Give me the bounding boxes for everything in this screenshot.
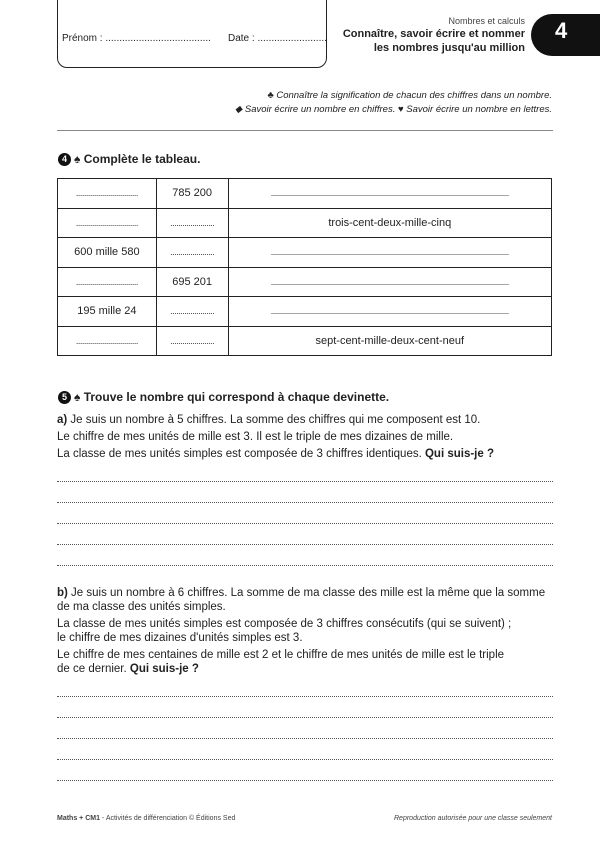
exercise-4-badge: 4: [58, 153, 71, 166]
exercise-4-title-text: Complète le tableau.: [83, 152, 201, 166]
answer-line[interactable]: [57, 565, 553, 566]
answer-line[interactable]: [57, 717, 553, 718]
table-cell[interactable]: ......................: [156, 208, 228, 238]
table-cell: 195 mille 24: [58, 297, 157, 327]
question-label: Qui suis-je ?: [424, 448, 494, 460]
table-cell: 600 mille 580: [58, 238, 157, 268]
table-row: [58, 326, 552, 356]
page-title-line1: Connaître, savoir écrire et nommer: [342, 28, 525, 40]
answer-line[interactable]: [57, 696, 553, 697]
riddle-b-line-5: Le chiffre de mes centaines de mille est 2 et le chiffre de mes unités de mille est le triple: [57, 649, 505, 661]
answer-line[interactable]: [57, 544, 553, 545]
number-table: [57, 178, 552, 356]
table-cell[interactable]: ...............................: [58, 267, 157, 297]
answer-line[interactable]: [57, 523, 553, 524]
table-cell: 695 201: [156, 267, 228, 297]
page-tab-number: 4: [555, 18, 568, 43]
riddle-a-line-1: a) Je suis un nombre à 5 chiffres. La somme des chiffres qui me composent est 10.: [57, 414, 481, 426]
riddle-b-line-6: de ce dernier. Qui suis-je ?: [57, 663, 199, 675]
answer-line[interactable]: [57, 759, 553, 760]
exercise-4-title: [74, 152, 200, 166]
exercise-5-title-text: Trouve le nombre qui correspond à chaque devinette.: [83, 390, 390, 404]
table-row: [58, 208, 552, 238]
table-cell[interactable]: ...............................: [58, 179, 157, 209]
table-cell[interactable]: .......................................................................................................................: [228, 179, 551, 209]
footer-left: Maths + CM1 - Activités de différenciation © Éditions Sed: [57, 815, 236, 822]
table-row: [58, 238, 552, 268]
objective-2: ◆ Savoir écrire un nombre en chiffres. ♥ Savoir écrire un nombre en lettres.: [234, 104, 552, 115]
table-cell: trois-cent-deux-mille-cinq: [228, 208, 551, 238]
riddle-a-line-3: La classe de mes unités simples est composée de 3 chiffres identiques. Qui suis-je ?: [57, 448, 494, 460]
page-title: [343, 27, 525, 55]
riddle-b-line-4: le chiffre de mes dizaines d'unités simples est 3.: [57, 632, 303, 644]
riddle-b-line-1: b) Je suis un nombre à 6 chiffres. La somme de ma classe des mille est la même que la somme: [57, 587, 546, 599]
exercise-5-badge: 5: [58, 391, 71, 404]
riddle-b-line-2: de ma classe des unités simples.: [57, 601, 226, 613]
spade-icon: ♠: [74, 390, 81, 404]
riddle-b-label: b): [57, 587, 68, 599]
table-row: [58, 297, 552, 327]
answer-line[interactable]: [57, 738, 553, 739]
spade-icon: ♠: [74, 152, 81, 166]
objective-1: ♣ Connaître la signification de chacun des chiffres dans un nombre.: [267, 90, 552, 101]
table-row: [58, 179, 552, 209]
question-label: Qui suis-je ?: [129, 663, 199, 675]
riddle-a-label: a): [57, 414, 68, 426]
prenom-field[interactable]: Prénom : ......................................: [62, 33, 211, 44]
page-title-line2: les nombres jusqu'au million: [373, 42, 525, 54]
table-cell[interactable]: ...............................: [58, 326, 157, 356]
footer-right: Reproduction autorisée pour une classe seulement: [394, 815, 552, 822]
category-label: Nombres et calculs: [448, 16, 525, 26]
table-row: [58, 267, 552, 297]
table-cell[interactable]: .......................................................................................................................: [228, 297, 551, 327]
answer-line[interactable]: [57, 481, 553, 482]
answer-line[interactable]: [57, 502, 553, 503]
table-cell: sept-cent-mille-deux-cent-neuf: [228, 326, 551, 356]
table-cell[interactable]: .......................................................................................................................: [228, 238, 551, 268]
riddle-b-line-3: La classe de mes unités simples est composée de 3 chiffres consécutifs (qui se suivent) ;: [57, 618, 512, 630]
table-cell: 785 200: [156, 179, 228, 209]
table-cell[interactable]: ......................: [156, 297, 228, 327]
table-cell[interactable]: ......................: [156, 238, 228, 268]
riddle-a-line-2: Le chiffre de mes unités de mille est 3. Il est le triple de mes dizaines de mille.: [57, 431, 454, 443]
table-cell[interactable]: ...............................: [58, 208, 157, 238]
exercise-5-title: [74, 390, 389, 404]
separator: [57, 130, 553, 131]
table-cell[interactable]: .......................................................................................................................: [228, 267, 551, 297]
table-cell[interactable]: ......................: [156, 326, 228, 356]
date-field[interactable]: Date : .........................: [228, 33, 327, 44]
answer-line[interactable]: [57, 780, 553, 781]
